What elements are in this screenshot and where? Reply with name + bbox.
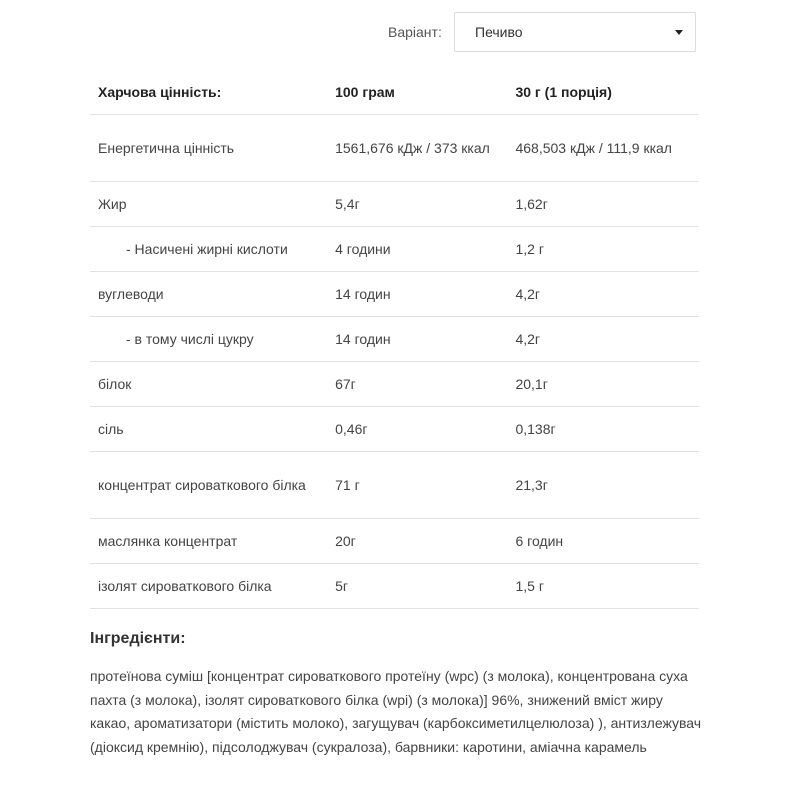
variant-selector	[388, 12, 696, 52]
nutrient-serving: 21,3г	[507, 452, 699, 519]
nutrient-serving: 0,138г	[507, 407, 699, 452]
nutrient-per100: 0,46г	[327, 407, 507, 452]
nutrient-serving: 4,2г	[507, 317, 699, 362]
table-row	[90, 519, 699, 564]
header-nutrition: Харчова цінність:	[90, 70, 327, 115]
nutrient-name: Енергетична цінність	[90, 115, 327, 182]
nutrient-serving: 1,62г	[507, 182, 699, 227]
nutrient-serving: 1,2 г	[507, 227, 699, 272]
nutrient-name: - Насичені жирні кислоти	[90, 227, 327, 272]
nutrient-per100: 14 годин	[327, 317, 507, 362]
variant-label: Варіант:	[388, 24, 442, 40]
nutrient-serving: 1,5 г	[507, 564, 699, 609]
table-row	[90, 115, 699, 182]
table-row	[90, 362, 699, 407]
nutrient-serving: 20,1г	[507, 362, 699, 407]
nutrient-per100: 4 години	[327, 227, 507, 272]
nutrient-per100: 1561,676 кДж / 373 ккал	[327, 115, 507, 182]
header-per-100g: 100 грам	[327, 70, 507, 115]
table-row	[90, 564, 699, 609]
nutrient-name: Жир	[90, 182, 327, 227]
nutrient-name: білок	[90, 362, 327, 407]
table-row	[90, 182, 699, 227]
nutrient-per100: 5,4г	[327, 182, 507, 227]
nutrient-per100: 5г	[327, 564, 507, 609]
nutrient-name: сіль	[90, 407, 327, 452]
ingredients-text: протеїнова суміш [концентрат сироваткового протеїну (wpc) (з молока), концентрована суха пахта (з молока), ізолят сироваткового білка (wpi) (з молока)] 96%, знижений вміст жиру какао, ароматизатори (містить молоко), загущувач (карбоксиметилцелюлоза) ), антизлежувач (діоксид кремнію), підсолоджувач (сукралоза), барвники: каротини, аміачна карамель	[90, 668, 702, 755]
nutrient-per100: 67г	[327, 362, 507, 407]
nutrient-serving: 468,503 кДж / 111,9 ккал	[507, 115, 699, 182]
table-header-row	[90, 70, 699, 115]
table-row	[90, 272, 699, 317]
table-row	[90, 407, 699, 452]
nutrition-table	[90, 70, 699, 609]
nutrient-per100: 71 г	[327, 452, 507, 519]
nutrient-name: вуглеводи	[90, 272, 327, 317]
nutrient-name: - в тому числі цукру	[90, 317, 327, 362]
table-row	[90, 317, 699, 362]
nutrient-name: маслянка концентрат	[90, 519, 327, 564]
table-row	[90, 227, 699, 272]
nutrient-serving: 6 годин	[507, 519, 699, 564]
table-row	[90, 452, 699, 519]
ingredients-title: Інгредієнти:	[90, 630, 186, 647]
nutrient-name: концентрат сироваткового білка	[90, 452, 327, 519]
nutrient-name: ізолят сироваткового білка	[90, 564, 327, 609]
header-per-serving: 30 г (1 порція)	[507, 70, 699, 115]
variant-dropdown[interactable]	[454, 12, 696, 52]
caret-down-icon	[675, 30, 683, 35]
nutrient-per100: 14 годин	[327, 272, 507, 317]
nutrient-serving: 4,2г	[507, 272, 699, 317]
variant-selected-value: Печиво	[475, 24, 523, 40]
nutrient-per100: 20г	[327, 519, 507, 564]
